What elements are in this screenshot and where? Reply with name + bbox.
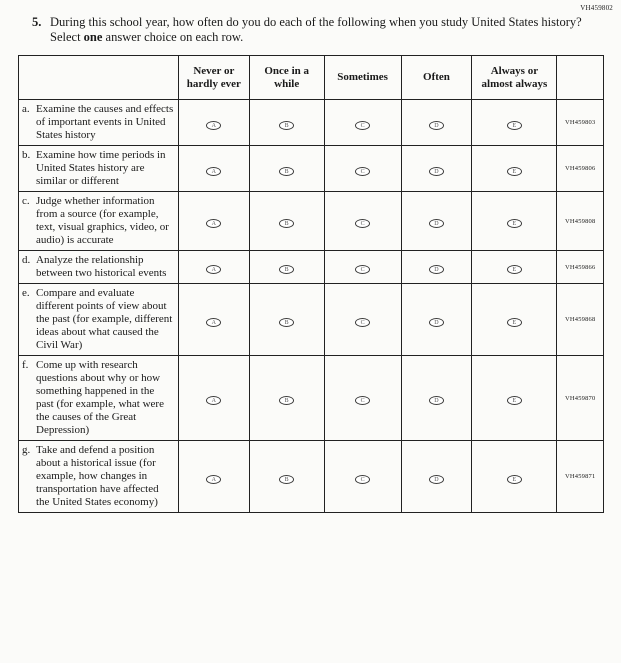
answer-oval[interactable]: D	[429, 219, 444, 228]
answer-oval[interactable]: B	[279, 121, 294, 130]
item-code: VH459808	[557, 192, 604, 251]
answer-cell	[324, 284, 401, 356]
table-row	[19, 284, 604, 356]
answer-cell	[324, 441, 401, 513]
answer-oval[interactable]: D	[429, 167, 444, 176]
answer-oval[interactable]: B	[279, 396, 294, 405]
item-code: VH459868	[557, 284, 604, 356]
answer-cell	[401, 146, 472, 192]
table-row	[19, 441, 604, 513]
answer-oval[interactable]: D	[429, 396, 444, 405]
answer-cell	[401, 356, 472, 441]
answer-oval[interactable]: C	[355, 265, 370, 274]
row-stem: d. Analyze the relationship between two historical events	[19, 251, 179, 284]
answer-cell	[178, 441, 249, 513]
answer-cell	[249, 251, 324, 284]
answer-cell	[324, 356, 401, 441]
answer-oval[interactable]: B	[279, 265, 294, 274]
column-header-sometimes: Sometimes	[324, 56, 401, 100]
stem-header-empty	[19, 56, 179, 100]
item-code: VH459870	[557, 356, 604, 441]
answer-oval[interactable]: B	[279, 219, 294, 228]
row-stem: b. Examine how time periods in United States history are similar or different	[19, 146, 179, 192]
row-stem: e. Compare and evaluate different points of view about the past (for example, different ideas about what caused the Civil War)	[19, 284, 179, 356]
answer-oval[interactable]: D	[429, 475, 444, 484]
answer-oval[interactable]: A	[206, 475, 221, 484]
answer-oval[interactable]: C	[355, 219, 370, 228]
answer-oval[interactable]: A	[206, 167, 221, 176]
column-header-always: Always or almost always	[472, 56, 557, 100]
answer-cell	[324, 251, 401, 284]
question-number: 5.	[32, 15, 42, 29]
table-row	[19, 146, 604, 192]
answer-oval[interactable]: C	[355, 318, 370, 327]
answer-cell	[178, 284, 249, 356]
answer-cell	[472, 356, 557, 441]
answer-cell	[324, 192, 401, 251]
answer-cell	[472, 100, 557, 146]
answer-cell	[401, 192, 472, 251]
column-header-once: Once in a while	[249, 56, 324, 100]
answer-oval[interactable]: E	[507, 167, 522, 176]
table-row	[19, 251, 604, 284]
answer-oval[interactable]: B	[279, 475, 294, 484]
answer-cell	[178, 192, 249, 251]
answer-oval[interactable]: E	[507, 121, 522, 130]
answer-cell	[249, 146, 324, 192]
column-header-never: Never or hardly ever	[178, 56, 249, 100]
row-stem: f. Come up with research questions about why or how something happened in the past (for example, what were the causes of the Great Depression)	[19, 356, 179, 441]
question-text: During this school year, how often do you do each of the following when you study United States history? Select one answer choice on each row.	[50, 15, 582, 44]
answer-cell	[472, 251, 557, 284]
answer-oval[interactable]: E	[507, 318, 522, 327]
question-block	[0, 0, 621, 55]
answer-cell	[178, 146, 249, 192]
answer-oval[interactable]: D	[429, 121, 444, 130]
answer-oval[interactable]: C	[355, 121, 370, 130]
answer-cell	[249, 192, 324, 251]
answer-cell	[178, 100, 249, 146]
answer-oval[interactable]: A	[206, 219, 221, 228]
answer-cell	[324, 100, 401, 146]
answer-oval[interactable]: C	[355, 167, 370, 176]
answer-cell	[472, 441, 557, 513]
answer-oval[interactable]: D	[429, 318, 444, 327]
answer-cell	[401, 441, 472, 513]
answer-oval[interactable]: E	[507, 265, 522, 274]
answer-cell	[324, 146, 401, 192]
answer-oval[interactable]: E	[507, 219, 522, 228]
answer-oval[interactable]: A	[206, 396, 221, 405]
answer-oval[interactable]: A	[206, 265, 221, 274]
answer-oval[interactable]: B	[279, 318, 294, 327]
answer-cell	[178, 251, 249, 284]
answer-cell	[472, 146, 557, 192]
row-stem: g. Take and defend a position about a historical issue (for example, how changes in transportation have affected the United States economy)	[19, 441, 179, 513]
column-header-often: Often	[401, 56, 472, 100]
table-row	[19, 100, 604, 146]
table-row	[19, 356, 604, 441]
answer-oval[interactable]: C	[355, 475, 370, 484]
table-row	[19, 192, 604, 251]
answer-oval[interactable]: D	[429, 265, 444, 274]
row-stem: c. Judge whether information from a source (for example, text, visual graphics, video, or audio) is accurate	[19, 192, 179, 251]
item-code: VH459803	[557, 100, 604, 146]
answer-cell	[249, 100, 324, 146]
answer-cell	[472, 284, 557, 356]
answer-cell	[249, 356, 324, 441]
item-code: VH459871	[557, 441, 604, 513]
row-stem: a. Examine the causes and effects of important events in United States history	[19, 100, 179, 146]
answer-oval[interactable]: C	[355, 396, 370, 405]
answer-cell	[401, 100, 472, 146]
answer-oval[interactable]: E	[507, 475, 522, 484]
answer-cell	[401, 251, 472, 284]
answer-cell	[249, 284, 324, 356]
answer-oval[interactable]: E	[507, 396, 522, 405]
answer-oval[interactable]: A	[206, 318, 221, 327]
answer-cell	[472, 192, 557, 251]
answer-cell	[249, 441, 324, 513]
answer-grid	[18, 55, 604, 513]
answer-cell	[401, 284, 472, 356]
answer-oval[interactable]: A	[206, 121, 221, 130]
header-row	[19, 56, 604, 100]
item-code: VH459866	[557, 251, 604, 284]
form-code: VH459802	[580, 4, 613, 12]
item-code: VH459806	[557, 146, 604, 192]
answer-oval[interactable]: B	[279, 167, 294, 176]
code-header-empty	[557, 56, 604, 100]
answer-cell	[178, 356, 249, 441]
